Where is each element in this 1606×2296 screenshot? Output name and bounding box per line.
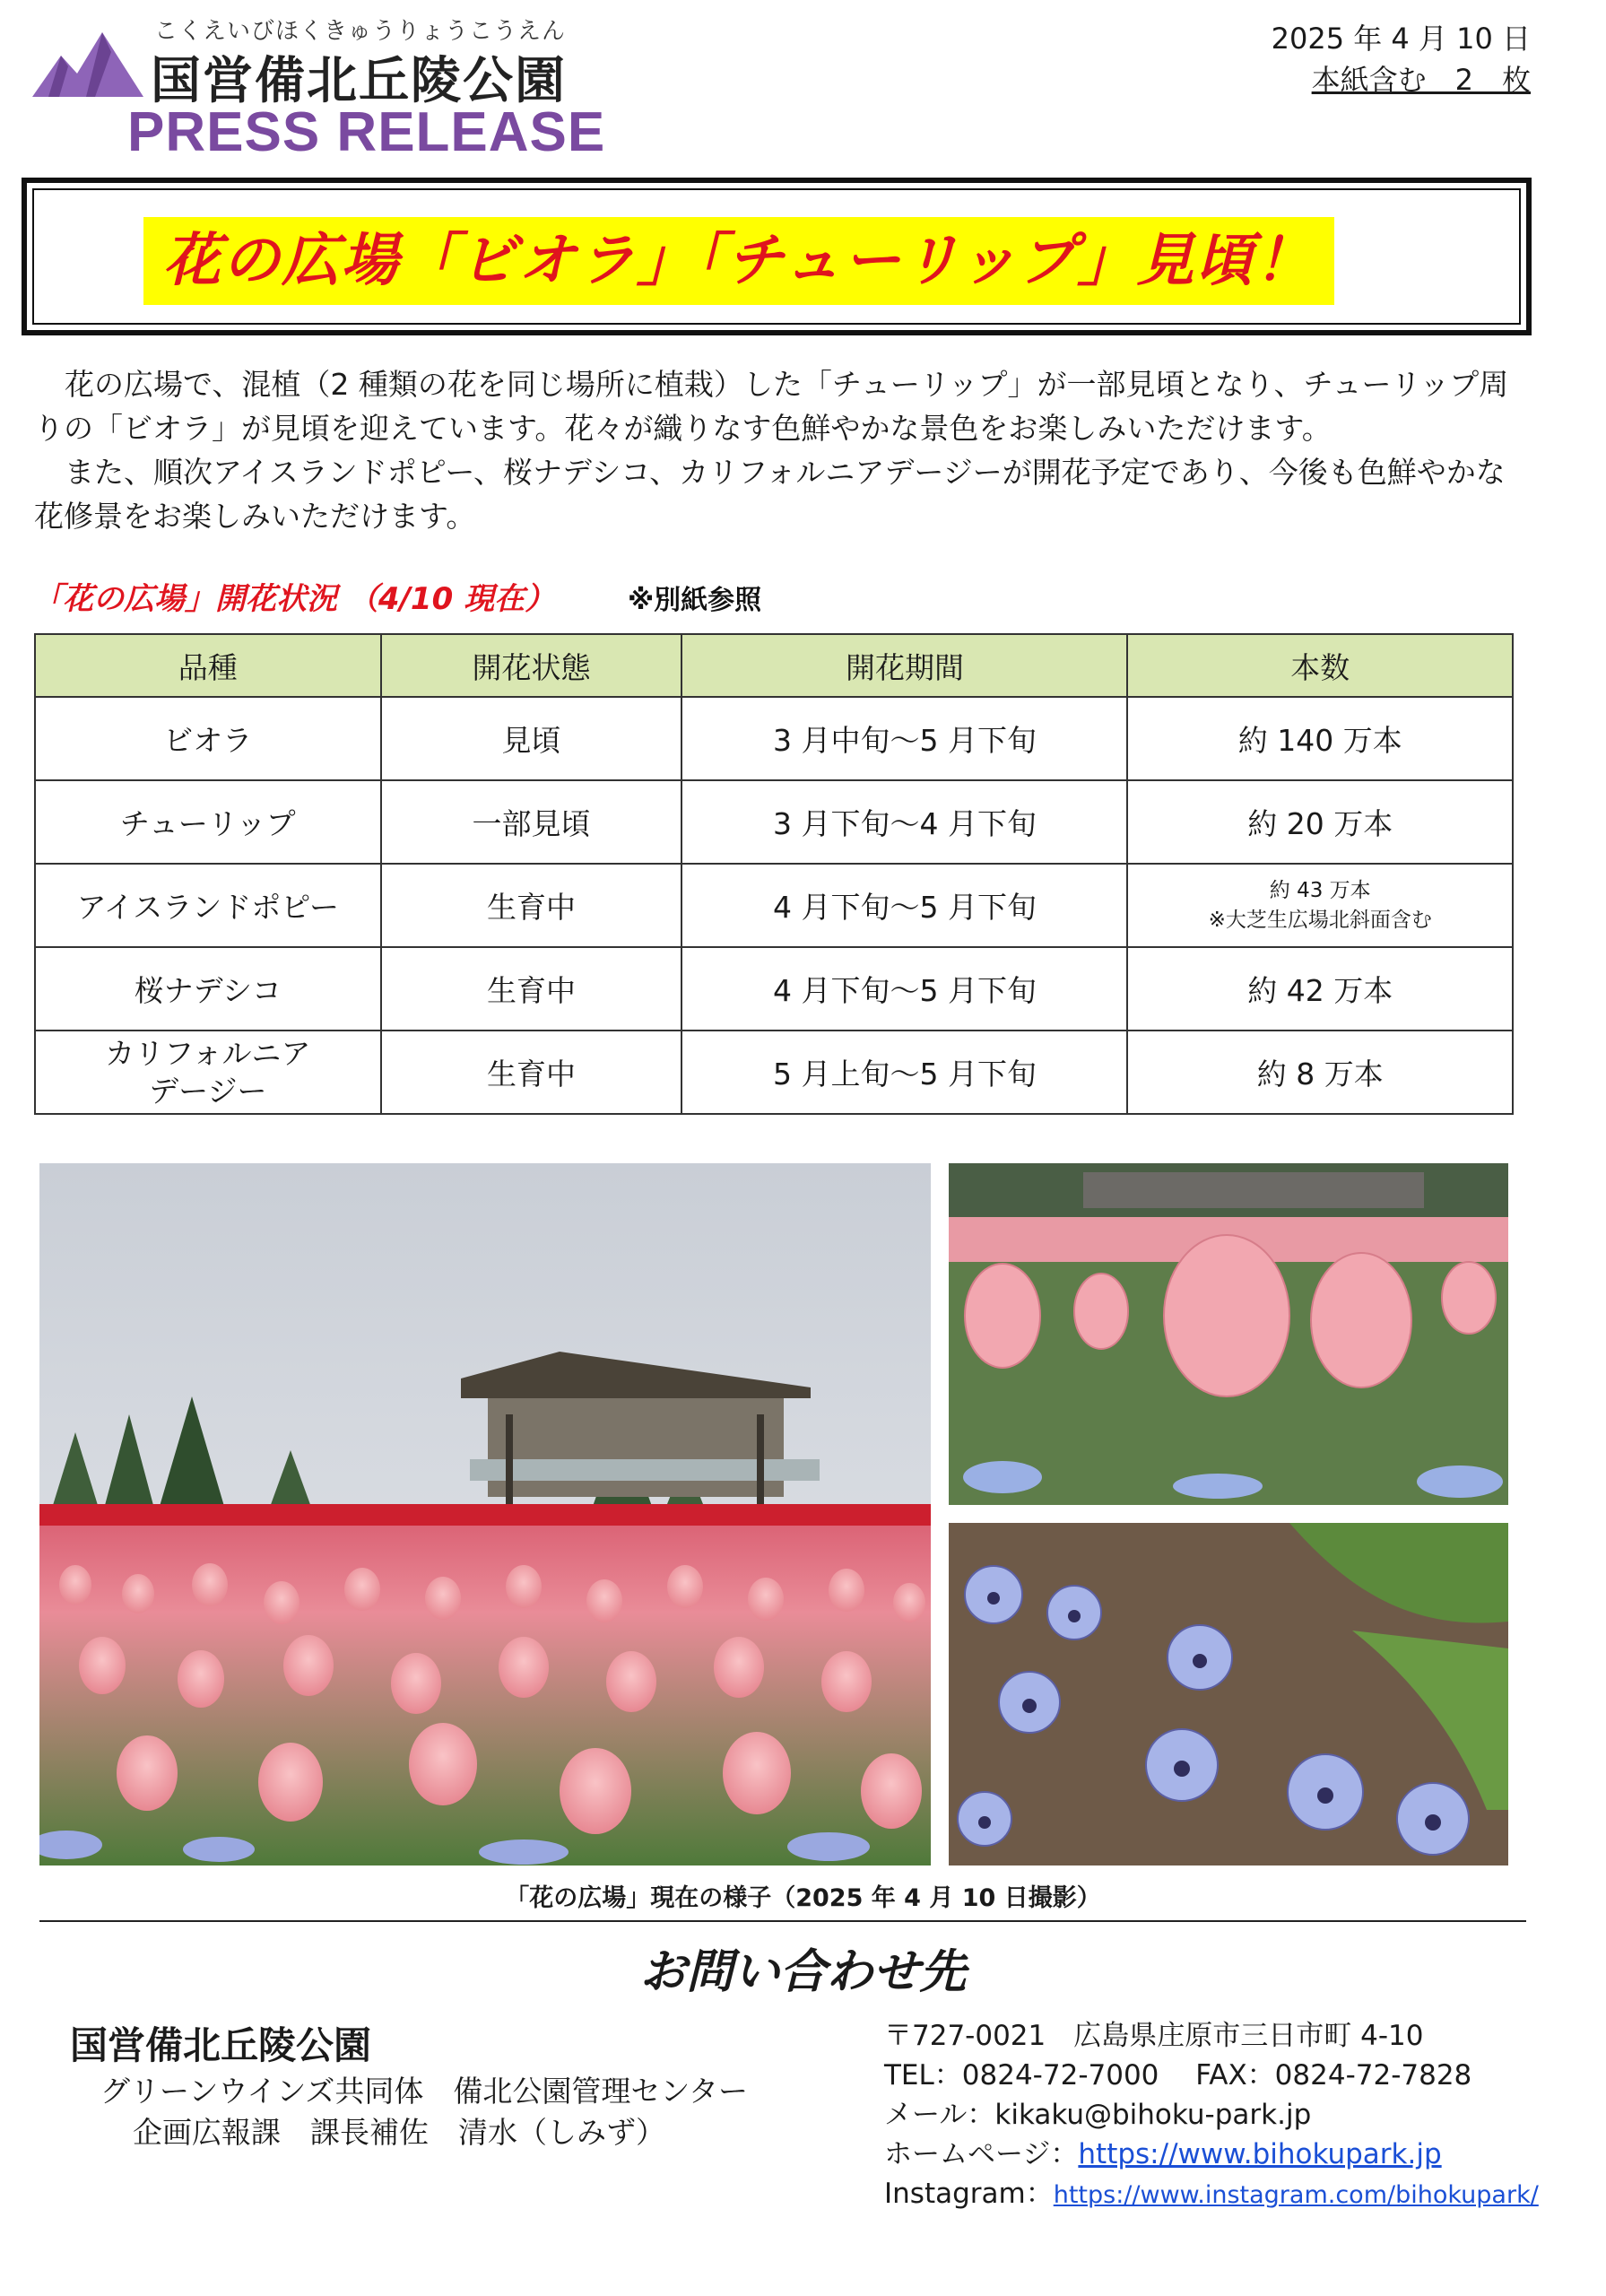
cell-count: 約 42 万本: [1127, 947, 1513, 1031]
intro-paragraph: 花の広場で、混植（2 種類の花を同じ場所に植栽）した「チューリップ」が一部見頃となり、チューリップ周りの「ビオラ」が見頃を迎えています。花々が織りなす色鮮やかな景色をお楽しみいただけます。: [34, 367, 1509, 446]
header-period: 開花期間: [681, 634, 1127, 697]
cell-status: 生育中: [381, 1031, 682, 1114]
page-title: 花の広場「ビオラ」「チューリップ」見頃！: [143, 217, 1334, 305]
contact-email: メール：kikaku@bihoku-park.jp: [884, 2099, 1312, 2131]
upcoming-paragraph: また、順次アイスランドポピー、桜ナデシコ、カリフォルニアデージーが開花予定であり、今後も色鮮やかな花修景をお楽しみいただけます。: [34, 455, 1506, 534]
cell-period: 4 月下旬〜5 月下旬: [681, 947, 1127, 1031]
page-count: 本紙含む 2 枚: [1311, 63, 1531, 97]
header-count: 本数: [1127, 634, 1513, 697]
photo-caption: 「花の広場」現在の様子（2025 年 4 月 10 日撮影）: [505, 1884, 1101, 1912]
contact-department: グリーンウインズ共同体 備北公園管理センター: [100, 2074, 749, 2109]
cell-variety: 桜ナデシコ: [35, 947, 381, 1031]
park-logo-icon: [32, 25, 143, 102]
section-title: 「花の広場」開花状況 （4/10 現在）: [32, 581, 556, 617]
table-row: [35, 780, 1513, 864]
logo-org-name: 国営備北丘陵公園: [151, 52, 567, 110]
header-variety: 品種: [35, 634, 381, 697]
title-box: [22, 178, 1532, 335]
table-row: [35, 864, 1513, 947]
contact-org-name: 国営備北丘陵公園: [70, 2023, 372, 2067]
cell-count: 約 8 万本: [1127, 1031, 1513, 1114]
table-row: [35, 697, 1513, 780]
cell-count-value: 約 43 万本: [1269, 878, 1371, 902]
cell-variety: ビオラ: [35, 697, 381, 780]
header-status: 開花状態: [381, 634, 682, 697]
contact-instagram: [884, 2170, 1539, 2211]
cell-variety-line2: デージー: [149, 1073, 267, 1109]
cell-variety: アイスランドポピー: [35, 864, 381, 947]
cell-count-note: ※大芝生広場北斜面含む: [1208, 908, 1432, 932]
cell-count: 約 20 万本: [1127, 780, 1513, 864]
logo-ruby-text: こくえいびほくきゅうりょうこうえん: [154, 18, 567, 45]
cell-variety: チューリップ: [35, 780, 381, 864]
flower-field-illustration: [39, 1163, 931, 1866]
photo-viola-closeup: [949, 1523, 1508, 1866]
website-link[interactable]: https://www.bihokupark.jp: [1078, 2138, 1442, 2170]
cell-period: 5 月上旬〜5 月下旬: [681, 1031, 1127, 1114]
cell-period: 3 月下旬〜4 月下旬: [681, 780, 1127, 864]
website-label: ホームページ：: [884, 2138, 1079, 2170]
viola-closeup-illustration: [949, 1523, 1508, 1866]
contact-address: 〒727-0021 広島県庄原市三日市町 4-10: [884, 2020, 1424, 2052]
release-date: 2025 年 4 月 10 日: [1271, 22, 1531, 56]
instagram-label: Instagram：: [884, 2178, 1054, 2210]
contact-title: お問い合わせ先: [639, 1945, 967, 1999]
cell-variety-line1: カリフォルニア: [105, 1035, 311, 1071]
cell-status: 生育中: [381, 947, 682, 1031]
table-header-row: [35, 634, 1513, 697]
cell-status: 一部見頃: [381, 780, 682, 864]
cell-period: 4 月下旬〜5 月下旬: [681, 864, 1127, 947]
table-row: [35, 1031, 1513, 1114]
tulip-closeup-illustration: [949, 1163, 1508, 1505]
table-row: [35, 947, 1513, 1031]
cell-count: [1127, 864, 1513, 947]
contact-website: [884, 2131, 1442, 2171]
divider: [39, 1920, 1526, 1922]
cell-period: 3 月中旬〜5 月下旬: [681, 697, 1127, 780]
bloom-status-table: [34, 633, 1514, 1115]
photo-flower-field-observatory: [39, 1163, 931, 1866]
cell-status: 見頃: [381, 697, 682, 780]
contact-person: 企画広報課 課長補佐 清水（しみず）: [133, 2115, 665, 2150]
section-note: ※別紙参照: [628, 585, 762, 616]
cell-count: 約 140 万本: [1127, 697, 1513, 780]
cell-status: 生育中: [381, 864, 682, 947]
cell-variety: [35, 1031, 381, 1114]
instagram-link[interactable]: https://www.instagram.com/bihokupark/: [1053, 2181, 1539, 2209]
photo-tulip-closeup: [949, 1163, 1508, 1505]
press-release-label: PRESS RELEASE: [127, 101, 606, 163]
contact-tel-fax: TEL：0824-72-7000 FAX：0824-72-7828: [884, 2059, 1472, 2092]
